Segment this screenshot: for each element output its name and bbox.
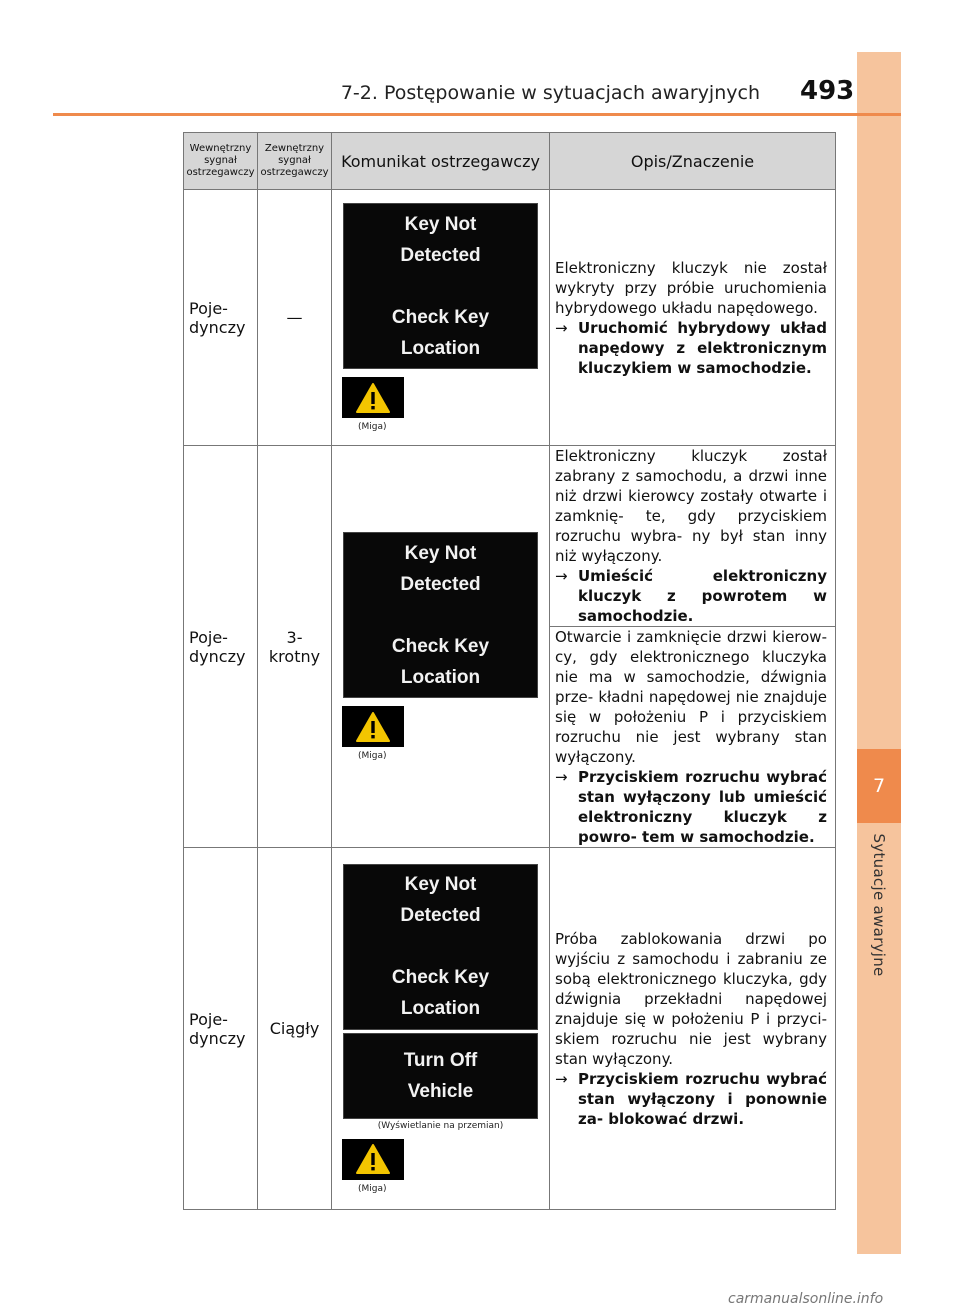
chapter-number: 7: [857, 749, 901, 823]
arrow-icon: →: [555, 768, 568, 786]
internal-signal-cell: Poje- dynczy: [184, 848, 258, 1210]
blink-caption: (Miga): [358, 751, 387, 761]
warning-triangle-icon: [342, 706, 404, 747]
arrow-icon: →: [555, 567, 568, 585]
page-number: 493: [800, 76, 855, 106]
arrow-icon: →: [555, 318, 568, 337]
arrow-icon: →: [555, 1069, 568, 1088]
description-cell: Otwarcie i zamknięcie drzwi kierow- cy, gdy elektronicznego kluczyka nie ma w samochodzie, dźwignia prze- kładni napędowej nie znajduje się w położeniu P i przyciskiem rozruchu nie jest wybrany stan wyłączony. → Przyciskiem rozruchu wybrać stan wyłączony lub umieścić elektroniczny kluczyk z powro- tem w samochodzie.: [550, 627, 836, 848]
display-screen: Key Not Detected Check Key Location: [343, 203, 538, 369]
external-signal-cell: —: [258, 190, 332, 446]
message-cell: [332, 446, 550, 848]
watermark-url: carmanualsonline.info: [728, 1291, 884, 1307]
display-screen: Key Not Detected Check Key Location: [343, 532, 538, 698]
internal-signal-cell: Poje- dynczy: [184, 446, 258, 848]
table-row: [184, 190, 836, 446]
internal-signal-cell: Poje- dynczy: [184, 190, 258, 446]
warning-table: [183, 132, 836, 1210]
alternate-caption: (Wyświetlanie na przemian): [377, 1120, 504, 1131]
description-cell: Elektroniczny kluczyk nie został wykryty przy próbie uruchomienia hybrydowego układu napędowego. → Uruchomić hybrydowy układ napędowy z elektronicznym kluczykiem w samochodzie.: [550, 190, 836, 446]
header-internal-signal: Wewnętrzny sygnał ostrzegawczy: [184, 133, 258, 190]
warning-triangle-icon: [342, 1139, 404, 1180]
chapter-label: Sytuacje awaryjne: [870, 833, 888, 977]
blink-caption: (Miga): [358, 422, 387, 432]
chapter-side-tab: [857, 52, 901, 1254]
header-divider: [53, 113, 901, 116]
external-signal-cell: Ciągły: [258, 848, 332, 1210]
table-row: [184, 446, 836, 627]
description-cell: Próba zablokowania drzwi po wyjściu z samochodu i zabraniu ze sobą elektronicznego kluczyka, gdy dźwignia przekładni napędowej znajduje się w położeniu P i przyci- skiem rozruchu nie jest wybrany stan wyłączony. → Przyciskiem rozruchu wybrać stan wyłączony i ponownie za- blokować drzwi.: [550, 848, 836, 1210]
display-screen: Key Not Detected Check Key Location: [343, 864, 538, 1030]
message-cell: [332, 848, 550, 1210]
description-cell: Elektroniczny kluczyk został zabrany z samochodu, a drzwi inne niż drzwi kierowcy zostały otwarte i zamknię- te, gdy przyciskiem rozruchu wybra- ny był stan inny niż wyłączony. → Umieścić elektroniczny kluczyk z powrotem w samochodzie.: [550, 446, 836, 627]
section-title: 7-2. Postępowanie w sytuacjach awaryjnych: [340, 82, 760, 104]
display-screen-alternate: Turn Off Vehicle: [343, 1033, 538, 1119]
header-description: Opis/Znaczenie: [550, 133, 836, 190]
header-warning-message: Komunikat ostrzegawczy: [332, 133, 550, 190]
warning-triangle-icon: [342, 377, 404, 418]
table-header-row: [184, 133, 836, 190]
table-row: [184, 848, 836, 1210]
message-cell: [332, 190, 550, 446]
blink-caption: (Miga): [358, 1183, 387, 1194]
header-external-signal: Zewnętrzny sygnał ostrzegawczy: [258, 133, 332, 190]
external-signal-cell: 3-krotny: [258, 446, 332, 848]
